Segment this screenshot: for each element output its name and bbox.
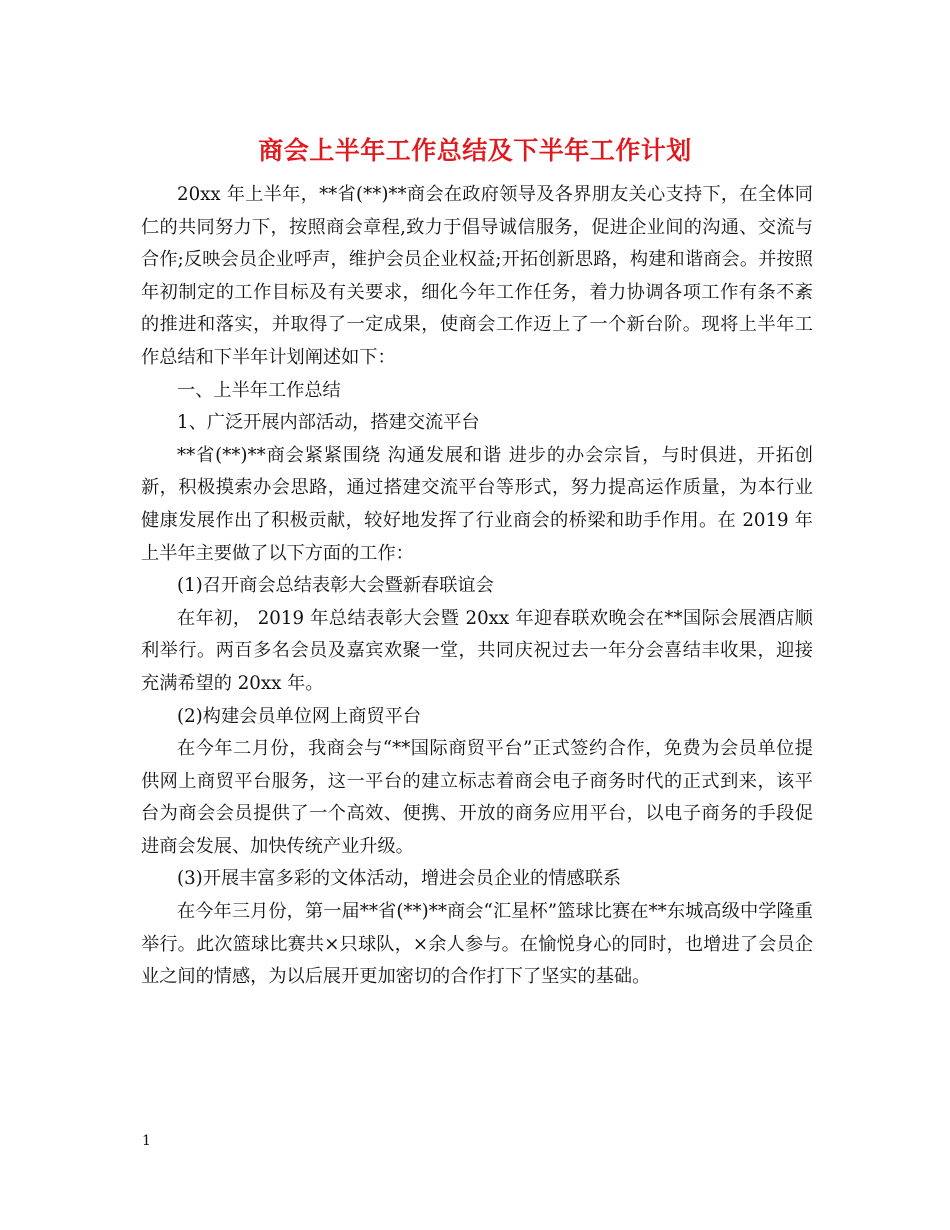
page-number: 1 xyxy=(142,1133,151,1149)
paragraph: 在今年二月份，我商会与“**国际商贸平台”正式签约合作，免费为会员单位提供网上商贸平台服务，这一平台的建立标志着商会电子商务时代的正式到来，该平台为商会会员提供了一个高效、便携、开放的商务应用平台，以电子商务的手段促进商会发展、加快传统产业升级。 xyxy=(141,738,813,857)
document-title: 商会上半年工作总结及下半年工作计划 xyxy=(258,136,692,165)
item-heading: (3)开展丰富多彩的文体活动，增进会员企业的情感联系 xyxy=(177,868,622,890)
subsection-heading: 1、广泛开展内部活动，搭建交流平台 xyxy=(177,412,480,434)
paragraph: 在年初， 2019 年总结表彰大会暨 20xx 年迎春联欢晚会在**国际会展酒店顺利举行。两百多名会员及嘉宾欢聚一堂，共同庆祝过去一年分会喜结丰收果，迎接充满希望的 20xx 年。 xyxy=(141,607,813,694)
item-heading: (1)召开商会总结表彰大会暨新春联谊会 xyxy=(177,575,494,597)
paragraph-intro: 20xx 年上半年，**省(**)**商会在政府领导及各界朋友关心支持下，在全体同仁的共同努力下，按照商会章程,致力于倡导诚信服务，促进企业间的沟通、交流与合作;反映会员企业呼声，维护会员企业权益;开拓创新思路，构建和谐商会。并按照年初制定的工作目标及有关要求，细化今年工作任务，着力协调各项工作有条不紊的推进和落实，并取得了一定成果，使商会工作迈上了一个新台阶。现将上半年工作总结和下半年计划阐述如下： xyxy=(141,184,813,368)
item-heading: (2)构建会员单位网上商贸平台 xyxy=(177,705,422,727)
section-heading: 一、上半年工作总结 xyxy=(177,379,341,401)
paragraph: **省(**)**商会紧紧围绕 沟通发展和谐 进步的办会宗旨，与时俱进，开拓创新，积极摸索办会思路，通过搭建交流平台等形式，努力提高运作质量，为本行业健康发展作出了积极贡献，较好地发挥了行业商会的桥梁和助手作用。在 2019 年上半年主要做了以下方面的工作： xyxy=(141,444,813,564)
paragraph: 在今年三月份，第一届**省(**)**商会“汇星杯”篮球比赛在**东城高级中学隆重举行。此次篮球比赛共×只球队，×余人参与。在愉悦身心的同时，也增进了会员企业之间的情感，为以后展开更加密切的合作打下了坚实的基础。 xyxy=(141,901,813,988)
document-body xyxy=(141,170,813,994)
